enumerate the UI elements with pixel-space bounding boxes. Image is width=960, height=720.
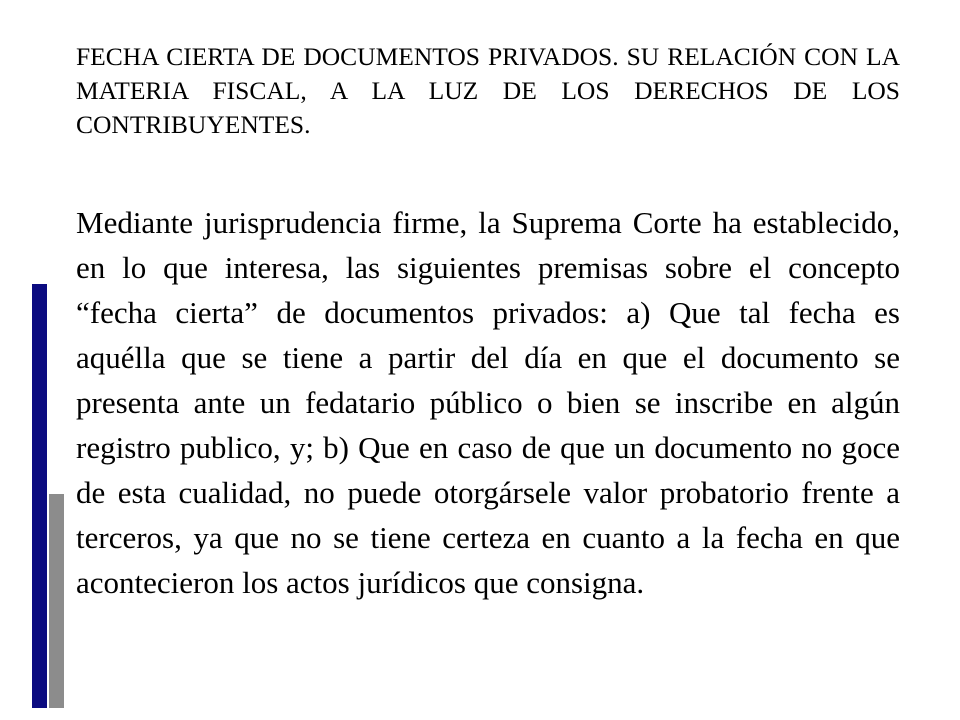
slide-body-text: Mediante jurisprudencia firme, la Suprema Corte ha establecido, en lo que interesa, las siguientes premisas sobre el concepto “fecha cierta” de documentos privados: a) Que tal fecha es aquélla que se tiene a partir del día en que el documento se presenta ante un fedatario público o bien se inscribe en algún registro publico, y; b) Que en caso de que un documento no goce de esta cualidad, no puede otorgársele valor probatorio frente a terceros, ya que no se tiene certeza en cuanto a la fecha en que acontecieron los actos jurídicos que consigna. [76, 205, 900, 600]
accent-bar-blue [32, 284, 47, 708]
slide-title: FECHA CIERTA DE DOCUMENTOS PRIVADOS. SU RELACIÓN CON LA MATERIA FISCAL, A LA LUZ DE LOS DERECHOS DE LOS CONTRIBUYENTES. [76, 42, 900, 139]
accent-bar-gray [49, 494, 64, 708]
